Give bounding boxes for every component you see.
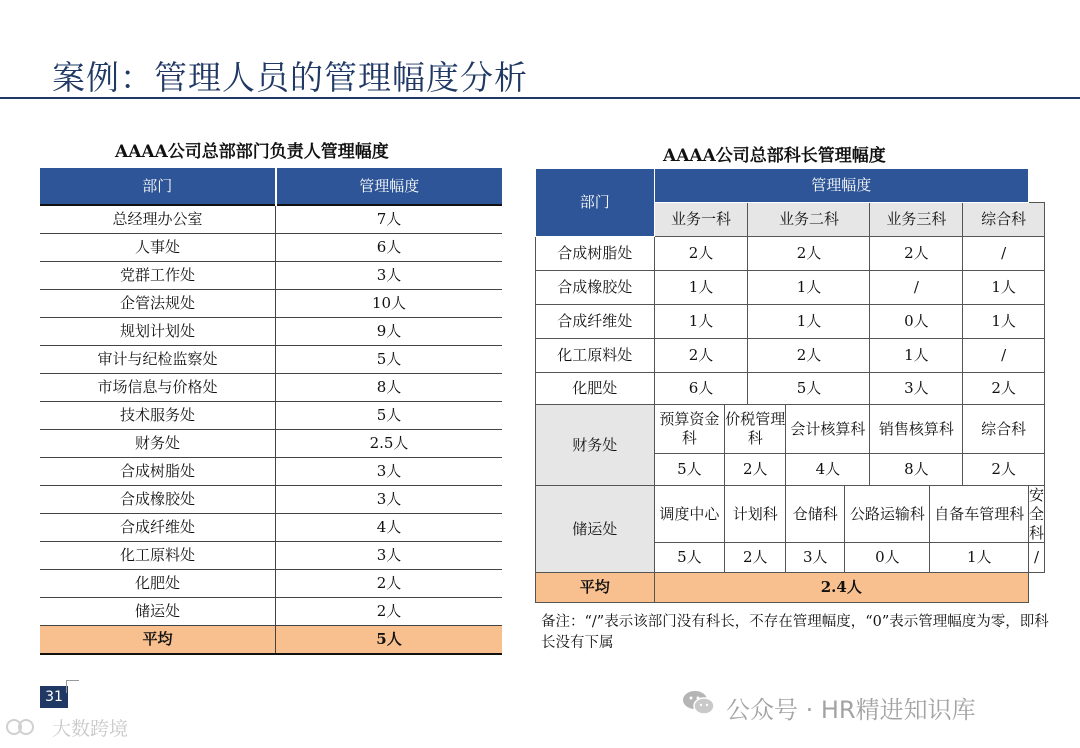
span-cell: 3人 <box>276 486 503 514</box>
value-cell: 1人 <box>748 271 870 305</box>
corner-mark <box>66 680 79 693</box>
dept-cell: 技术服务处 <box>40 402 276 430</box>
dept-cell: 规划计划处 <box>40 318 276 346</box>
span-cell: 3人 <box>276 542 503 570</box>
value-cell: 2人 <box>870 237 963 271</box>
dept-cell: 化工原料处 <box>40 542 276 570</box>
sub-header: 综合科 <box>963 203 1045 237</box>
span-cell: 3人 <box>276 262 503 290</box>
storage-value: 1人 <box>930 543 1029 573</box>
footnote: 备注：“/”表示该部门没有科长，不存在管理幅度，“0”表示管理幅度为零，即科长没有下属 <box>541 614 1049 652</box>
span-cell: 10人 <box>276 290 503 318</box>
average-label: 平均 <box>40 626 276 655</box>
table-row <box>40 290 502 318</box>
value-cell: 2人 <box>654 237 748 271</box>
span-header: 管理幅度 <box>654 169 1028 203</box>
value-cell: 1人 <box>963 305 1045 339</box>
table-row <box>536 305 1045 339</box>
table-row <box>40 542 502 570</box>
wechat-icon <box>682 689 716 717</box>
brand-logo-icon <box>6 716 52 738</box>
dept-cell: 总经理办公室 <box>40 205 276 234</box>
dept-head-span-table <box>40 168 502 655</box>
dept-cell: 化肥处 <box>40 570 276 598</box>
value-cell: / <box>870 271 963 305</box>
value-cell: 2人 <box>654 339 748 373</box>
sub-header: 业务三科 <box>870 203 963 237</box>
dept-cell: 化肥处 <box>536 373 655 405</box>
table-row <box>536 271 1045 305</box>
table-row <box>40 262 502 290</box>
dept-cell: 化工原料处 <box>536 339 655 373</box>
dept-cell: 市场信息与价格处 <box>40 374 276 402</box>
span-cell: 2人 <box>276 570 503 598</box>
dept-cell: 审计与纪检监察处 <box>40 346 276 374</box>
average-row <box>536 573 1045 603</box>
storage-section: 安全科 <box>1028 486 1044 542</box>
table-row <box>40 486 502 514</box>
value-cell: 2人 <box>748 339 870 373</box>
value-cell: 2人 <box>748 237 870 271</box>
table-row <box>40 318 502 346</box>
dept-cell: 合成树脂处 <box>40 458 276 486</box>
span-cell: 3人 <box>276 458 503 486</box>
finance-dept-cell: 财务处 <box>536 405 655 486</box>
span-cell: 9人 <box>276 318 503 346</box>
average-label: 平均 <box>536 573 655 603</box>
value-cell: 1人 <box>748 305 870 339</box>
dept-cell: 储运处 <box>40 598 276 626</box>
value-cell: 2人 <box>963 373 1045 405</box>
left-table-caption: AAAA公司总部部门负责人管理幅度 <box>115 142 389 162</box>
finance-value: 8人 <box>870 454 963 486</box>
finance-value: 2人 <box>725 454 786 486</box>
storage-value: 2人 <box>725 543 786 573</box>
finance-section: 会计核算科 <box>786 405 870 454</box>
dept-cell: 合成橡胶处 <box>536 271 655 305</box>
table-row <box>536 237 1045 271</box>
table-row <box>40 514 502 542</box>
finance-section: 预算资金科 <box>654 405 725 454</box>
table-row <box>40 205 502 234</box>
table-row <box>40 346 502 374</box>
value-cell: 1人 <box>963 271 1045 305</box>
storage-dept-cell: 储运处 <box>536 486 655 573</box>
dept-cell: 人事处 <box>40 234 276 262</box>
span-cell: 7人 <box>276 205 503 234</box>
table-row <box>40 402 502 430</box>
dept-header: 部门 <box>536 169 655 237</box>
watermark-text: 公众号 · HR精进知识库 <box>726 696 976 724</box>
brand-text: 大数跨境 <box>52 718 129 740</box>
col-header-dept: 部门 <box>40 168 276 205</box>
dept-cell: 合成橡胶处 <box>40 486 276 514</box>
storage-value: / <box>1028 543 1044 573</box>
value-cell: / <box>963 237 1045 271</box>
table-row <box>40 234 502 262</box>
right-table-caption: AAAA公司总部科长管理幅度 <box>663 146 886 166</box>
storage-section: 仓储科 <box>786 486 845 543</box>
finance-value: 4人 <box>786 454 870 486</box>
storage-value: 0人 <box>845 543 930 573</box>
average-value: 2.4人 <box>654 573 1028 603</box>
storage-section: 调度中心 <box>654 486 725 543</box>
value-cell: 6人 <box>654 373 748 405</box>
finance-section: 销售核算科 <box>870 405 963 454</box>
sub-header: 业务二科 <box>748 203 870 237</box>
value-cell: 1人 <box>654 305 748 339</box>
value-cell: 1人 <box>654 271 748 305</box>
table-row <box>40 374 502 402</box>
value-cell: 1人 <box>870 339 963 373</box>
span-cell: 2人 <box>276 598 503 626</box>
col-header-span: 管理幅度 <box>276 168 503 205</box>
page-title: 案例：管理人员的管理幅度分析 <box>52 58 528 97</box>
average-row <box>40 626 502 655</box>
section-chief-span-table <box>535 168 1045 603</box>
title-divider <box>0 97 1080 99</box>
value-cell: / <box>963 339 1045 373</box>
finance-section: 综合科 <box>963 405 1045 454</box>
span-cell: 2.5人 <box>276 430 503 458</box>
table-row <box>40 430 502 458</box>
span-cell: 5人 <box>276 346 503 374</box>
span-cell: 5人 <box>276 402 503 430</box>
storage-section: 计划科 <box>725 486 786 543</box>
span-cell: 4人 <box>276 514 503 542</box>
sub-header: 业务一科 <box>654 203 748 237</box>
dept-cell: 合成纤维处 <box>536 305 655 339</box>
finance-section: 价税管理科 <box>725 405 786 454</box>
value-cell: 3人 <box>870 373 963 405</box>
finance-value: 2人 <box>963 454 1045 486</box>
dept-cell: 合成纤维处 <box>40 514 276 542</box>
finance-value: 5人 <box>654 454 725 486</box>
storage-value: 3人 <box>786 543 845 573</box>
dept-cell: 党群工作处 <box>40 262 276 290</box>
average-value: 5人 <box>276 626 503 655</box>
table-row <box>40 598 502 626</box>
dept-cell: 合成树脂处 <box>536 237 655 271</box>
storage-value: 5人 <box>654 543 725 573</box>
dept-cell: 财务处 <box>40 430 276 458</box>
page-number: 31 <box>40 686 68 708</box>
storage-section: 公路运输科 <box>845 486 930 543</box>
storage-section: 自备车管理科 <box>930 486 1029 543</box>
value-cell: 5人 <box>748 373 870 405</box>
table-row <box>40 570 502 598</box>
span-cell: 6人 <box>276 234 503 262</box>
table-row <box>536 373 1045 405</box>
span-cell: 8人 <box>276 374 503 402</box>
value-cell: 0人 <box>870 305 963 339</box>
table-row <box>40 458 502 486</box>
dept-cell: 企管法规处 <box>40 290 276 318</box>
table-row <box>536 339 1045 373</box>
